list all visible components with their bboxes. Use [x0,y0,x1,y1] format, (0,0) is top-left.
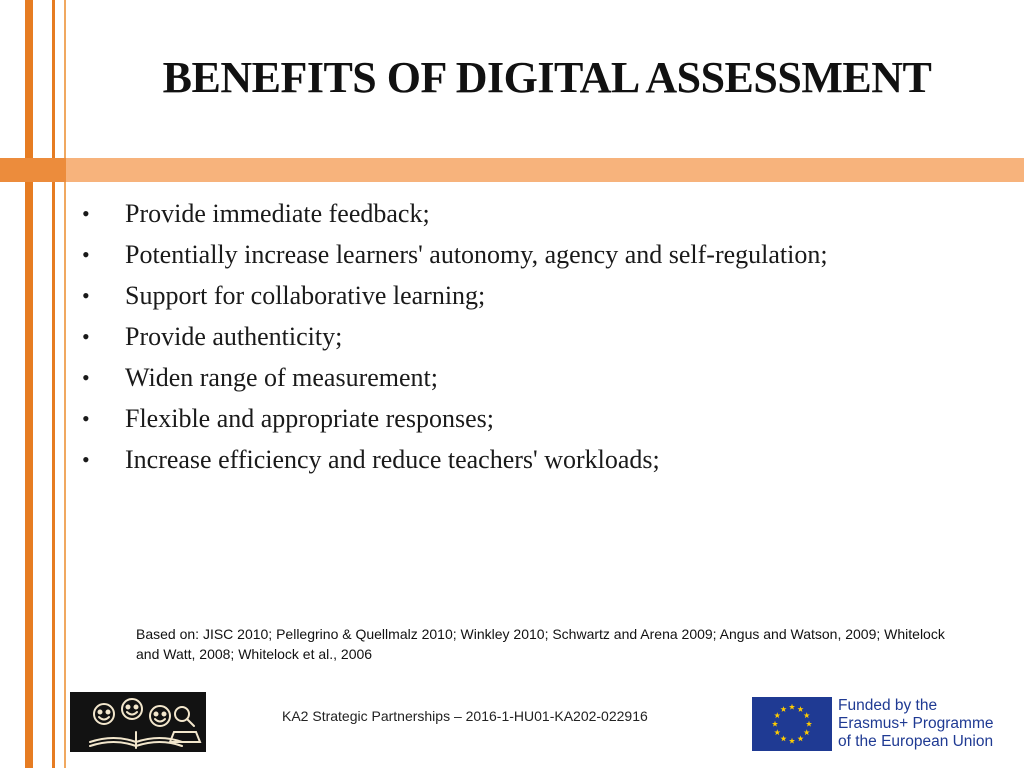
funded-line: Funded by the [838,697,938,714]
eu-star-icon [797,736,803,742]
eu-star-icon [789,738,795,744]
eu-star-icon [797,706,803,712]
bullet-text: Provide authenticity; [125,322,343,351]
decor-vertical-line-light [64,0,66,768]
bullet-marker: • [82,324,90,349]
bullet-item [82,357,828,398]
eu-star-icon [780,736,786,742]
bullet-item [82,316,828,357]
eu-star-icon [804,712,810,718]
bullet-list [82,193,828,480]
decor-vertical-line-thin [52,0,55,768]
eu-flag-icon [752,697,832,751]
funded-by-erasmus-text [838,697,993,751]
bullet-marker: • [82,283,90,308]
bullet-item [82,234,828,275]
reference-note: Based on: JISC 2010; Pellegrino & Quellmalz 2010; Winkley 2010; Schwartz and Arena 2009; Angus and Watson, 2009; Whitelock and Watt, 2008; Whitelock et al., 2006 [136,626,945,662]
bullet-marker: • [82,201,90,226]
bullet-item [82,439,828,480]
funded-line: Erasmus+ Programme [838,715,994,732]
bullet-item [82,193,828,234]
bullet-item [82,275,828,316]
eu-star-icon [774,729,780,735]
eu-star-icon [804,729,810,735]
decor-horizontal-band [0,158,1024,182]
smiley-faces-logo-graphic [70,692,206,752]
eu-star-icon [774,712,780,718]
decor-horizontal-band-left [0,158,66,182]
eu-star-icon [806,721,812,727]
bullet-marker: • [82,242,90,267]
bullet-text: Widen range of measurement; [125,363,438,392]
bullet-text: Flexible and appropriate responses; [125,404,494,433]
eu-star-icon [780,706,786,712]
bullet-text: Potentially increase learners' autonomy, agency and self-regulation; [125,240,828,269]
eu-star-icon [772,721,778,727]
decor-vertical-line-thick [25,0,33,768]
project-reference: KA2 Strategic Partnerships – 2016-1-HU01-KA202-022916 [282,708,648,724]
bullet-text: Provide immediate feedback; [125,199,430,228]
slide-title: BENEFITS OF DIGITAL ASSESSMENT [162,53,932,102]
eu-stars-graphic [752,697,832,751]
bullet-marker: • [82,365,90,390]
smiley-faces-book-logo-icon [70,692,206,752]
bullet-text: Support for collaborative learning; [125,281,486,310]
bullet-text: Increase efficiency and reduce teachers' workloads; [125,445,660,474]
bullet-marker: • [82,447,90,472]
bullet-marker: • [82,406,90,431]
funded-line: of the European Union [838,733,994,750]
bullet-item [82,398,828,439]
eu-star-icon [789,704,795,710]
